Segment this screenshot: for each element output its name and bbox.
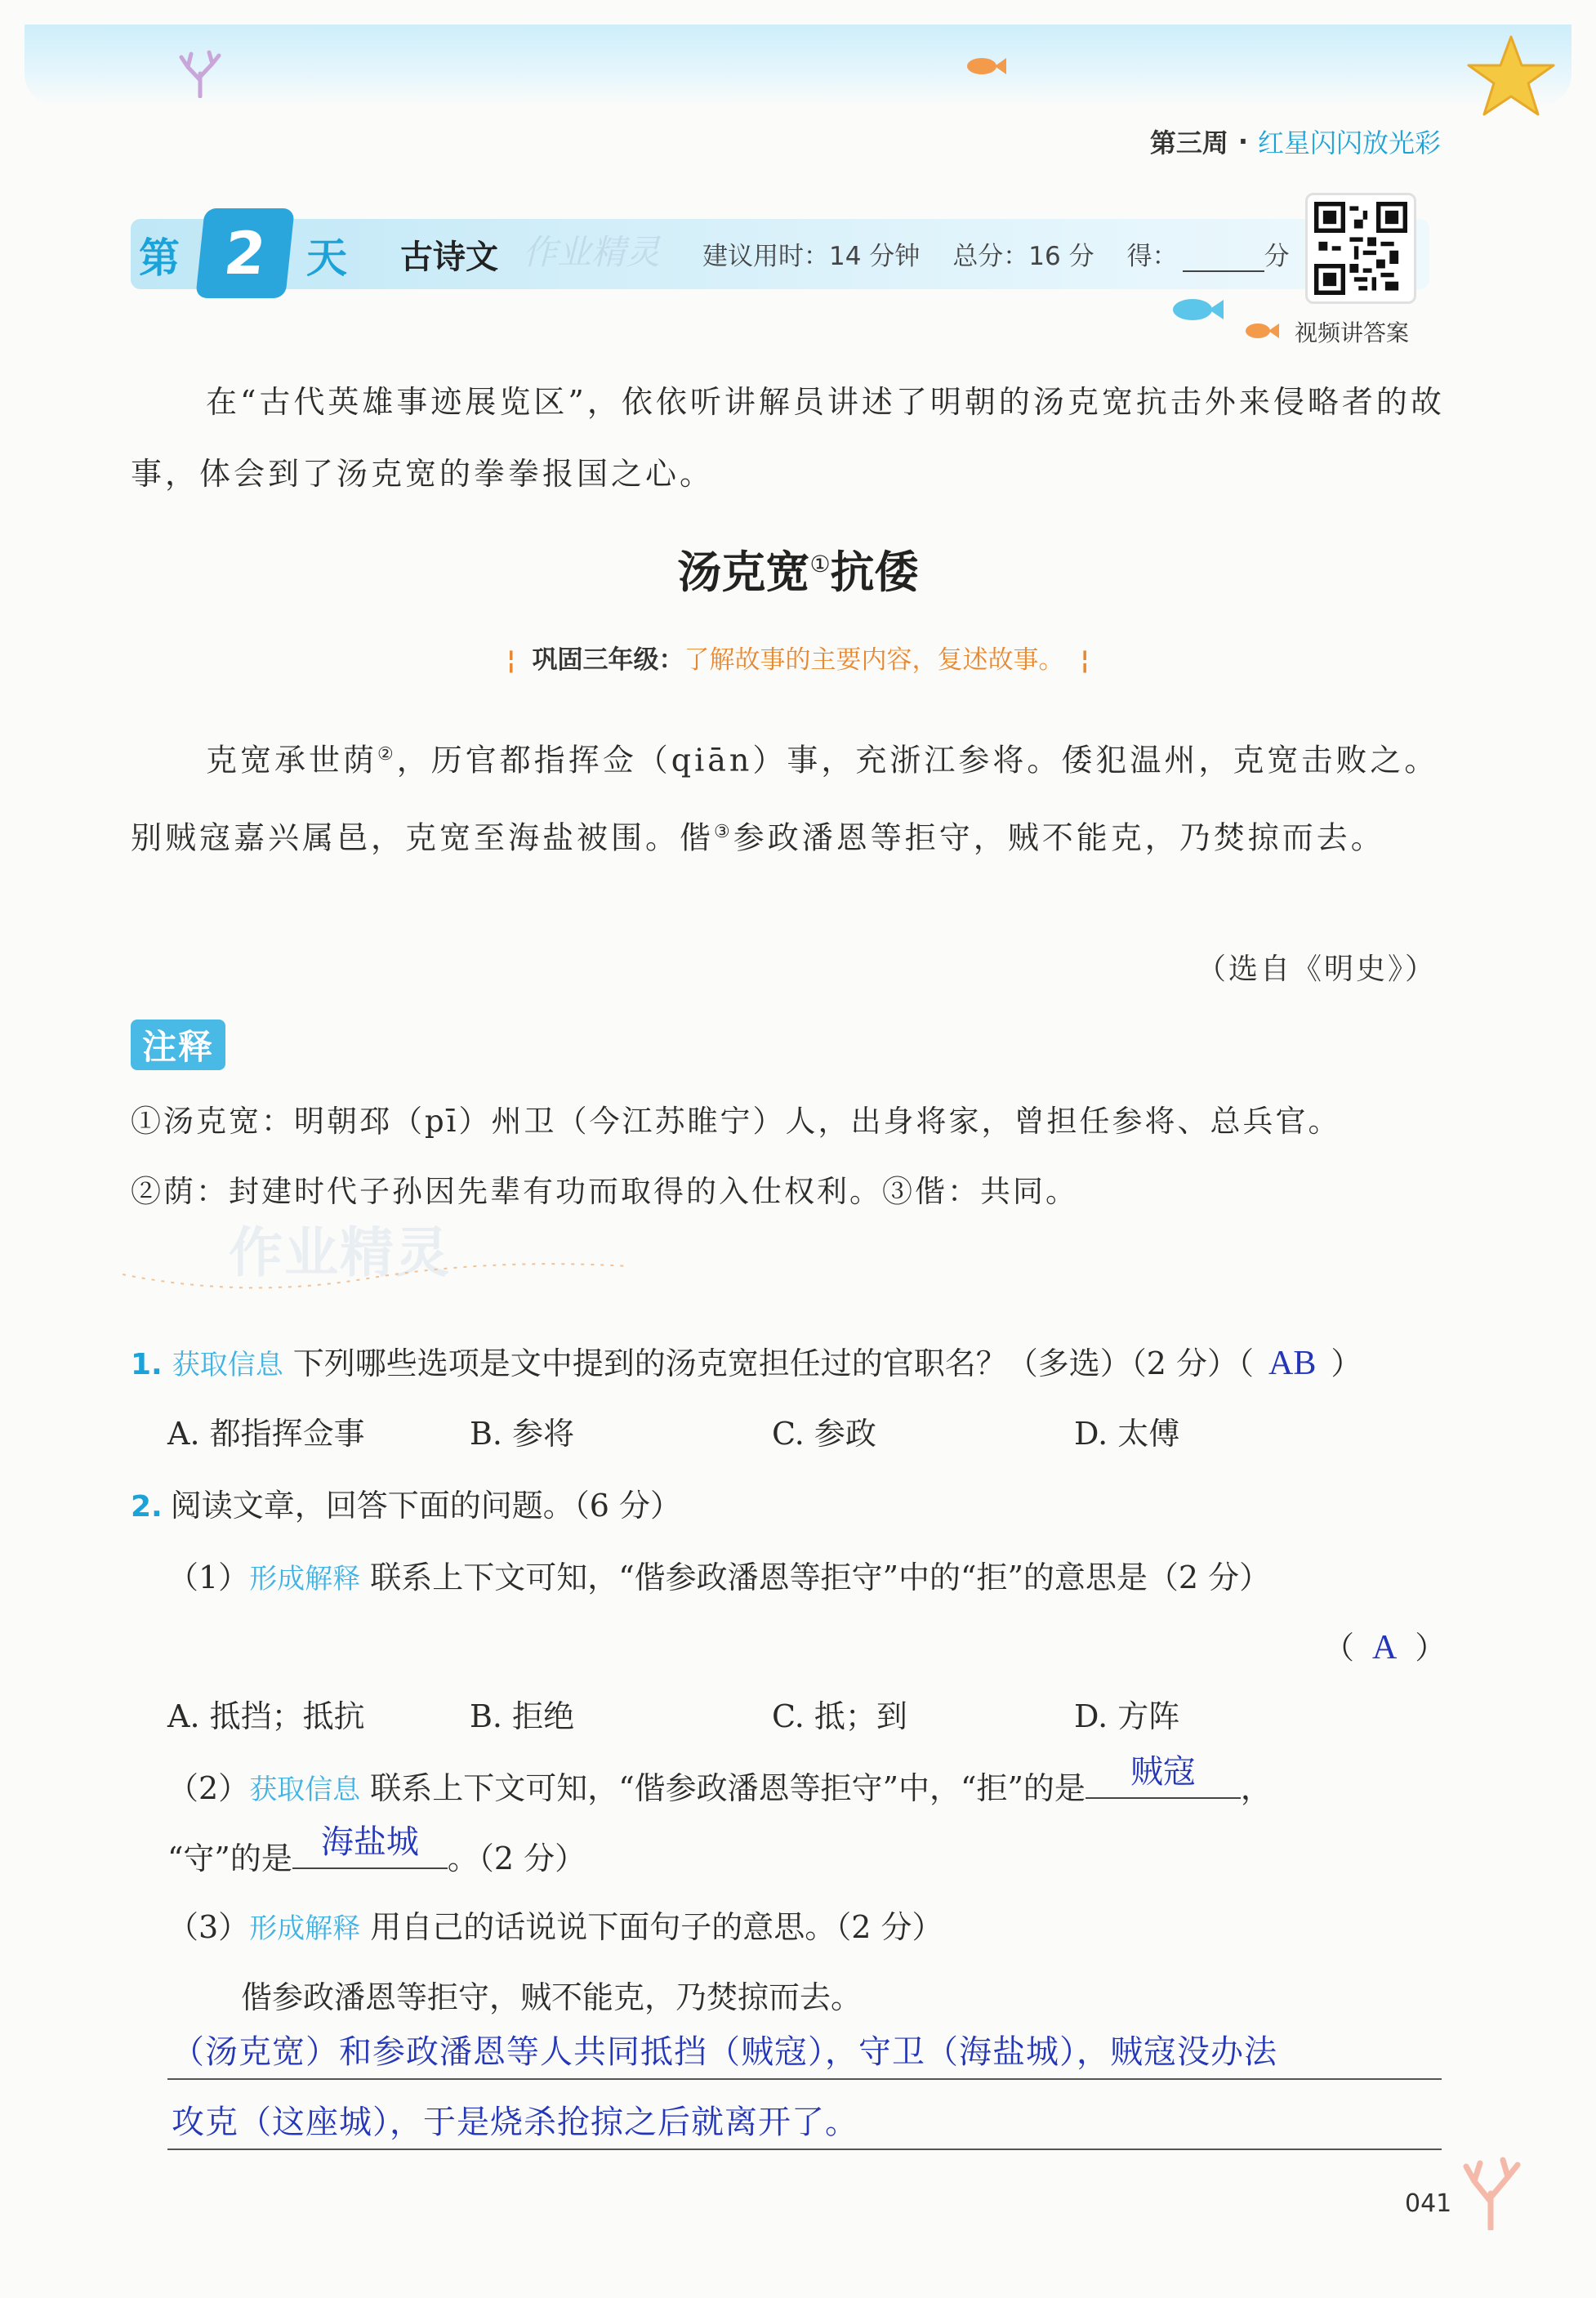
score-field[interactable]: 得： 分 (1126, 242, 1290, 271)
question-number: 2. (131, 1490, 163, 1524)
notes-label: 注释 (131, 1020, 225, 1070)
question-stem: 用自己的话说说下面句子的意思。（2 分） (370, 1909, 943, 1945)
question-2-3: （3）形成解释 用自己的话说说下面句子的意思。（2 分） (167, 1909, 943, 1945)
header-meta (702, 235, 1290, 272)
week-separator: · (1237, 126, 1248, 157)
qr-code[interactable] (1305, 193, 1416, 304)
question-stem: 阅读文章，回答下面的问题。（6 分） (170, 1488, 681, 1524)
question-2-1: （1）形成解释 联系上下文可知，“偕参政潘恩等拒守”中的“拒”的意思是（2 分） (167, 1560, 1271, 1595)
option-a[interactable]: A. 抵挡；抵抗 (167, 1698, 365, 1734)
top-decorative-band (25, 25, 1571, 106)
note-line: ②荫：封建时代子孙因先辈有功而取得的入仕权利。③偕：共同。 (131, 1174, 1078, 1209)
option-a[interactable]: A. 都指挥佥事 (167, 1416, 365, 1452)
passage-source: （选自《明史》） (1196, 953, 1437, 986)
question-2-2-cont: “守”的是 海盐城 。（2 分） (167, 1823, 586, 1876)
day-suffix: 天 (306, 234, 347, 282)
q2-1-options (167, 1691, 1442, 1736)
footnote-marker: ② (377, 744, 397, 765)
quoted-sentence: 偕参政潘恩等拒守，贼不能克，乃焚掠而去。 (241, 1979, 863, 2015)
week-theme: 红星闪闪放光彩 (1257, 127, 1441, 158)
week-label (1150, 123, 1441, 160)
fish-icon (1243, 320, 1279, 341)
question-stem: 联系上下文可知，“偕参政潘恩等拒守”中，“拒”的是 (370, 1770, 1086, 1806)
day-prefix: 第 (139, 234, 180, 282)
question-number: 1. (131, 1348, 163, 1381)
question-stem: 下列哪些选项是文中提到的汤克宽担任过的官职名？（多选）（2 分）（ (292, 1345, 1254, 1381)
coral-icon (172, 49, 229, 98)
qr-code-icon (1314, 202, 1407, 295)
handwritten-answer-line-1: （汤克宽）和参政潘恩等人共同抵挡（贼寇），守卫（海盐城），贼寇没办法 (172, 2033, 1277, 2071)
coral-icon (1454, 2149, 1527, 2230)
question-stem: 联系上下文可知，“偕参政潘恩等拒守”中的“拒”的意思是（2 分） (370, 1560, 1271, 1595)
guide-lead: 巩固三年级： (532, 645, 684, 675)
starfish-icon (1462, 33, 1560, 123)
answer-blank-shou[interactable]: 海盐城 (292, 1832, 448, 1869)
answer-q2-1[interactable]: A (1372, 1629, 1398, 1667)
note-line: ①汤克宽：明朝邳（pī）州卫（今江苏睢宁）人，出身将家，曾担任参将、总兵官。 (131, 1104, 1341, 1139)
question-1: 1. 获取信息 下列哪些选项是文中提到的汤克宽担任过的官职名？（多选）（2 分）（ AB ） (131, 1345, 1362, 1382)
footnote-marker: ① (809, 551, 831, 578)
watermark-large: 作业精灵 (229, 1221, 451, 1284)
fish-icon (964, 56, 1006, 77)
skill-tag: 获取信息 (249, 1774, 361, 1806)
handwritten-answer-line-2: 攻克（这座城），于是烧杀抢掠之后就离开了。 (172, 2104, 858, 2141)
skill-tag: 获取信息 (172, 1349, 283, 1381)
footnote-marker: ③ (714, 821, 733, 842)
option-d[interactable]: D. 太傅 (1074, 1416, 1180, 1452)
skill-tag: 形成解释 (249, 1563, 361, 1595)
passage-text: 克宽承世荫②，历官都指挥佥（qiān）事，充浙江参将。倭犯温州，克宽击败之。别贼寇嘉兴属邑，克宽至海盐被围。偕③参政潘恩等拒守，贼不能克，乃焚掠而去。 (131, 742, 1439, 856)
intro-paragraph: 在“古代英雄事迹展览区”，依依听讲解员讲述了明朝的汤克宽抗击外来侵略者的故事，体会到了汤克宽的拳拳报国之心。 (131, 384, 1445, 492)
reading-guide: ¦ 巩固三年级：了解故事的主要内容，复述故事。 ¦ (506, 645, 1090, 675)
option-c[interactable]: C. 参政 (772, 1416, 876, 1452)
option-c[interactable]: C. 抵；到 (772, 1698, 907, 1734)
q1-options (167, 1408, 1442, 1453)
week-text: 第三周 (1149, 127, 1228, 158)
day-number-badge: 2 (195, 208, 295, 298)
answer-bracket-2-1: （ A ） (1323, 1629, 1447, 1667)
option-d[interactable]: D. 方阵 (1074, 1698, 1180, 1734)
section-title: 古诗文 (400, 239, 498, 276)
answer-blank-ju[interactable]: 贼寇 (1086, 1761, 1241, 1799)
passage-title: 汤克宽①抗倭 (677, 546, 919, 598)
notes-text (131, 1087, 1446, 1227)
page-number: 041 (1405, 2189, 1452, 2218)
watermark-small: 作业精灵 (523, 232, 661, 272)
skill-tag: 形成解释 (249, 1912, 361, 1945)
option-b[interactable]: B. 参将 (470, 1416, 575, 1452)
fish-icon (1170, 296, 1224, 324)
guide-text: 了解故事的主要内容，复述故事。 (684, 645, 1064, 675)
total-score: 总分：16 分 (952, 242, 1094, 271)
answer-q1[interactable]: AB (1268, 1345, 1317, 1382)
question-2 (131, 1480, 1454, 1525)
option-b[interactable]: B. 拒绝 (470, 1698, 575, 1734)
qr-label: 视频讲答案 (1295, 319, 1410, 346)
suggested-time: 建议用时：14 分钟 (702, 242, 921, 271)
dotted-wave-decoration (123, 1242, 629, 1307)
question-2-2: （2）获取信息 联系上下文可知，“偕参政潘恩等拒守”中，“拒”的是 贼寇 ， (167, 1753, 1272, 1806)
